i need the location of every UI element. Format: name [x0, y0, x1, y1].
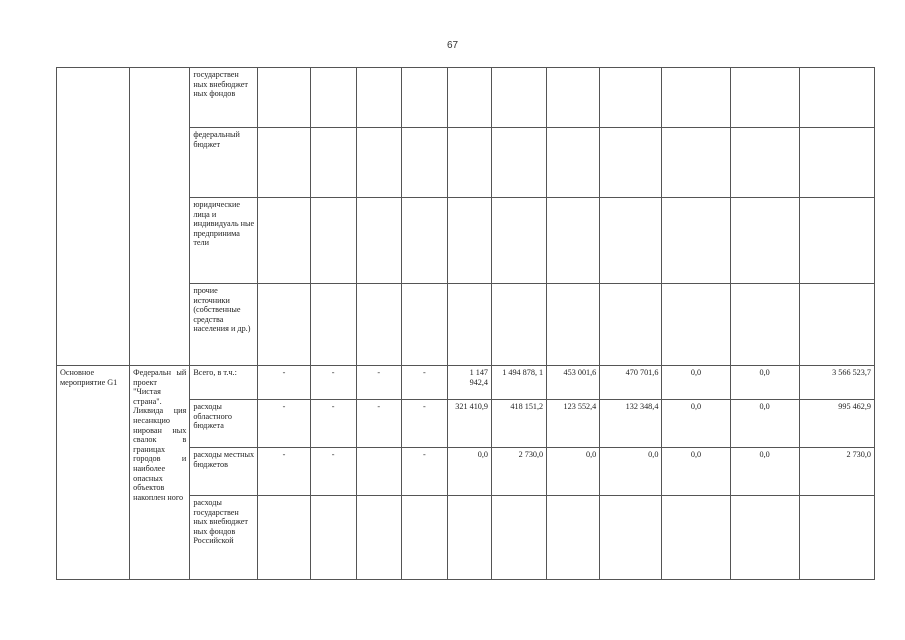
value-cell: 0,0: [662, 366, 730, 400]
value-cell: 995 462,9: [799, 400, 874, 448]
funding-source-cell: расходы государствен ных внебюджет ных фондов Российской: [190, 496, 258, 580]
value-cell: [492, 198, 547, 284]
value-cell: [401, 284, 447, 366]
value-cell: 0,0: [730, 366, 799, 400]
value-cell: [730, 496, 799, 580]
measure-name-cell-continued: [57, 68, 130, 366]
value-cell: [356, 68, 401, 128]
value-cell: -: [310, 448, 356, 496]
value-cell: 123 552,4: [547, 400, 600, 448]
value-cell: [600, 496, 662, 580]
value-cell: [310, 496, 356, 580]
measure-name-cell: Основное мероприятие G1: [57, 366, 130, 580]
value-cell: [492, 128, 547, 198]
value-cell: [662, 198, 730, 284]
funding-source-cell: расходы областного бюджета: [190, 400, 258, 448]
value-cell: [447, 198, 491, 284]
value-cell: -: [401, 366, 447, 400]
value-cell: [600, 284, 662, 366]
value-cell: 3 566 523,7: [799, 366, 874, 400]
value-cell: 2 730,0: [492, 448, 547, 496]
value-cell: 1 147 942,4: [447, 366, 491, 400]
value-cell: 418 151,2: [492, 400, 547, 448]
value-cell: [662, 68, 730, 128]
value-cell: [600, 198, 662, 284]
value-cell: [730, 68, 799, 128]
value-cell: 0,0: [730, 400, 799, 448]
value-cell: -: [258, 400, 310, 448]
funding-source-cell: Всего, в т.ч.:: [190, 366, 258, 400]
value-cell: -: [258, 448, 310, 496]
measure-row: [57, 366, 875, 400]
value-cell: [356, 128, 401, 198]
value-cell: [662, 284, 730, 366]
value-cell: -: [258, 366, 310, 400]
project-cell: Федеральн ый проект "Чистая страна". Ликвида ция несанкцио нирован ных свалок в границах городов и наиболее опасных объектов накоплен ного: [130, 366, 190, 580]
value-cell: 1 494 878, 1: [492, 366, 547, 400]
value-cell: [447, 128, 491, 198]
funding-source-cell: государствен ных внебюджет ных фондов: [190, 68, 258, 128]
value-cell: [356, 284, 401, 366]
value-cell: [492, 496, 547, 580]
value-cell: [662, 128, 730, 198]
value-cell: [401, 68, 447, 128]
value-cell: [258, 284, 310, 366]
value-cell: -: [356, 400, 401, 448]
value-cell: [799, 68, 874, 128]
value-cell: 2 730,0: [799, 448, 874, 496]
value-cell: [310, 198, 356, 284]
value-cell: 321 410,9: [447, 400, 491, 448]
value-cell: [492, 284, 547, 366]
value-cell: [401, 198, 447, 284]
funding-source-cell: прочие источники (собственные средства населения и др.): [190, 284, 258, 366]
value-cell: 470 701,6: [600, 366, 662, 400]
value-cell: [662, 496, 730, 580]
value-cell: [730, 284, 799, 366]
value-cell: [799, 496, 874, 580]
value-cell: [310, 284, 356, 366]
value-cell: [356, 448, 401, 496]
value-cell: 0,0: [662, 448, 730, 496]
value-cell: 453 001,6: [547, 366, 600, 400]
value-cell: 0,0: [447, 448, 491, 496]
value-cell: [600, 68, 662, 128]
value-cell: [799, 198, 874, 284]
value-cell: [799, 128, 874, 198]
value-cell: [401, 128, 447, 198]
value-cell: [799, 284, 874, 366]
funding-source-cell: юридические лица и индивидуаль ные предпринима тели: [190, 198, 258, 284]
value-cell: [600, 128, 662, 198]
page-number: 67: [446, 40, 459, 51]
project-cell-continued: [130, 68, 190, 366]
value-cell: [547, 128, 600, 198]
value-cell: [547, 284, 600, 366]
value-cell: -: [310, 366, 356, 400]
value-cell: [730, 198, 799, 284]
value-cell: [547, 496, 600, 580]
value-cell: 0,0: [547, 448, 600, 496]
value-cell: [447, 496, 491, 580]
value-cell: [258, 128, 310, 198]
value-cell: -: [310, 400, 356, 448]
value-cell: [447, 68, 491, 128]
value-cell: [356, 198, 401, 284]
funding-source-cell: расходы местных бюджетов: [190, 448, 258, 496]
value-cell: [258, 68, 310, 128]
value-cell: -: [401, 448, 447, 496]
value-cell: [258, 198, 310, 284]
value-cell: [730, 128, 799, 198]
value-cell: 0,0: [730, 448, 799, 496]
value-cell: [310, 128, 356, 198]
value-cell: [258, 496, 310, 580]
value-cell: 0,0: [662, 400, 730, 448]
value-cell: 0,0: [600, 448, 662, 496]
value-cell: -: [401, 400, 447, 448]
value-cell: [447, 284, 491, 366]
value-cell: [310, 68, 356, 128]
funding-source-cell: федеральный бюджет: [190, 128, 258, 198]
value-cell: [356, 496, 401, 580]
value-cell: [547, 68, 600, 128]
value-cell: -: [356, 366, 401, 400]
budget-table: [56, 67, 875, 580]
value-cell: [401, 496, 447, 580]
value-cell: 132 348,4: [600, 400, 662, 448]
value-cell: [492, 68, 547, 128]
value-cell: [547, 198, 600, 284]
continued-row: [57, 68, 875, 128]
